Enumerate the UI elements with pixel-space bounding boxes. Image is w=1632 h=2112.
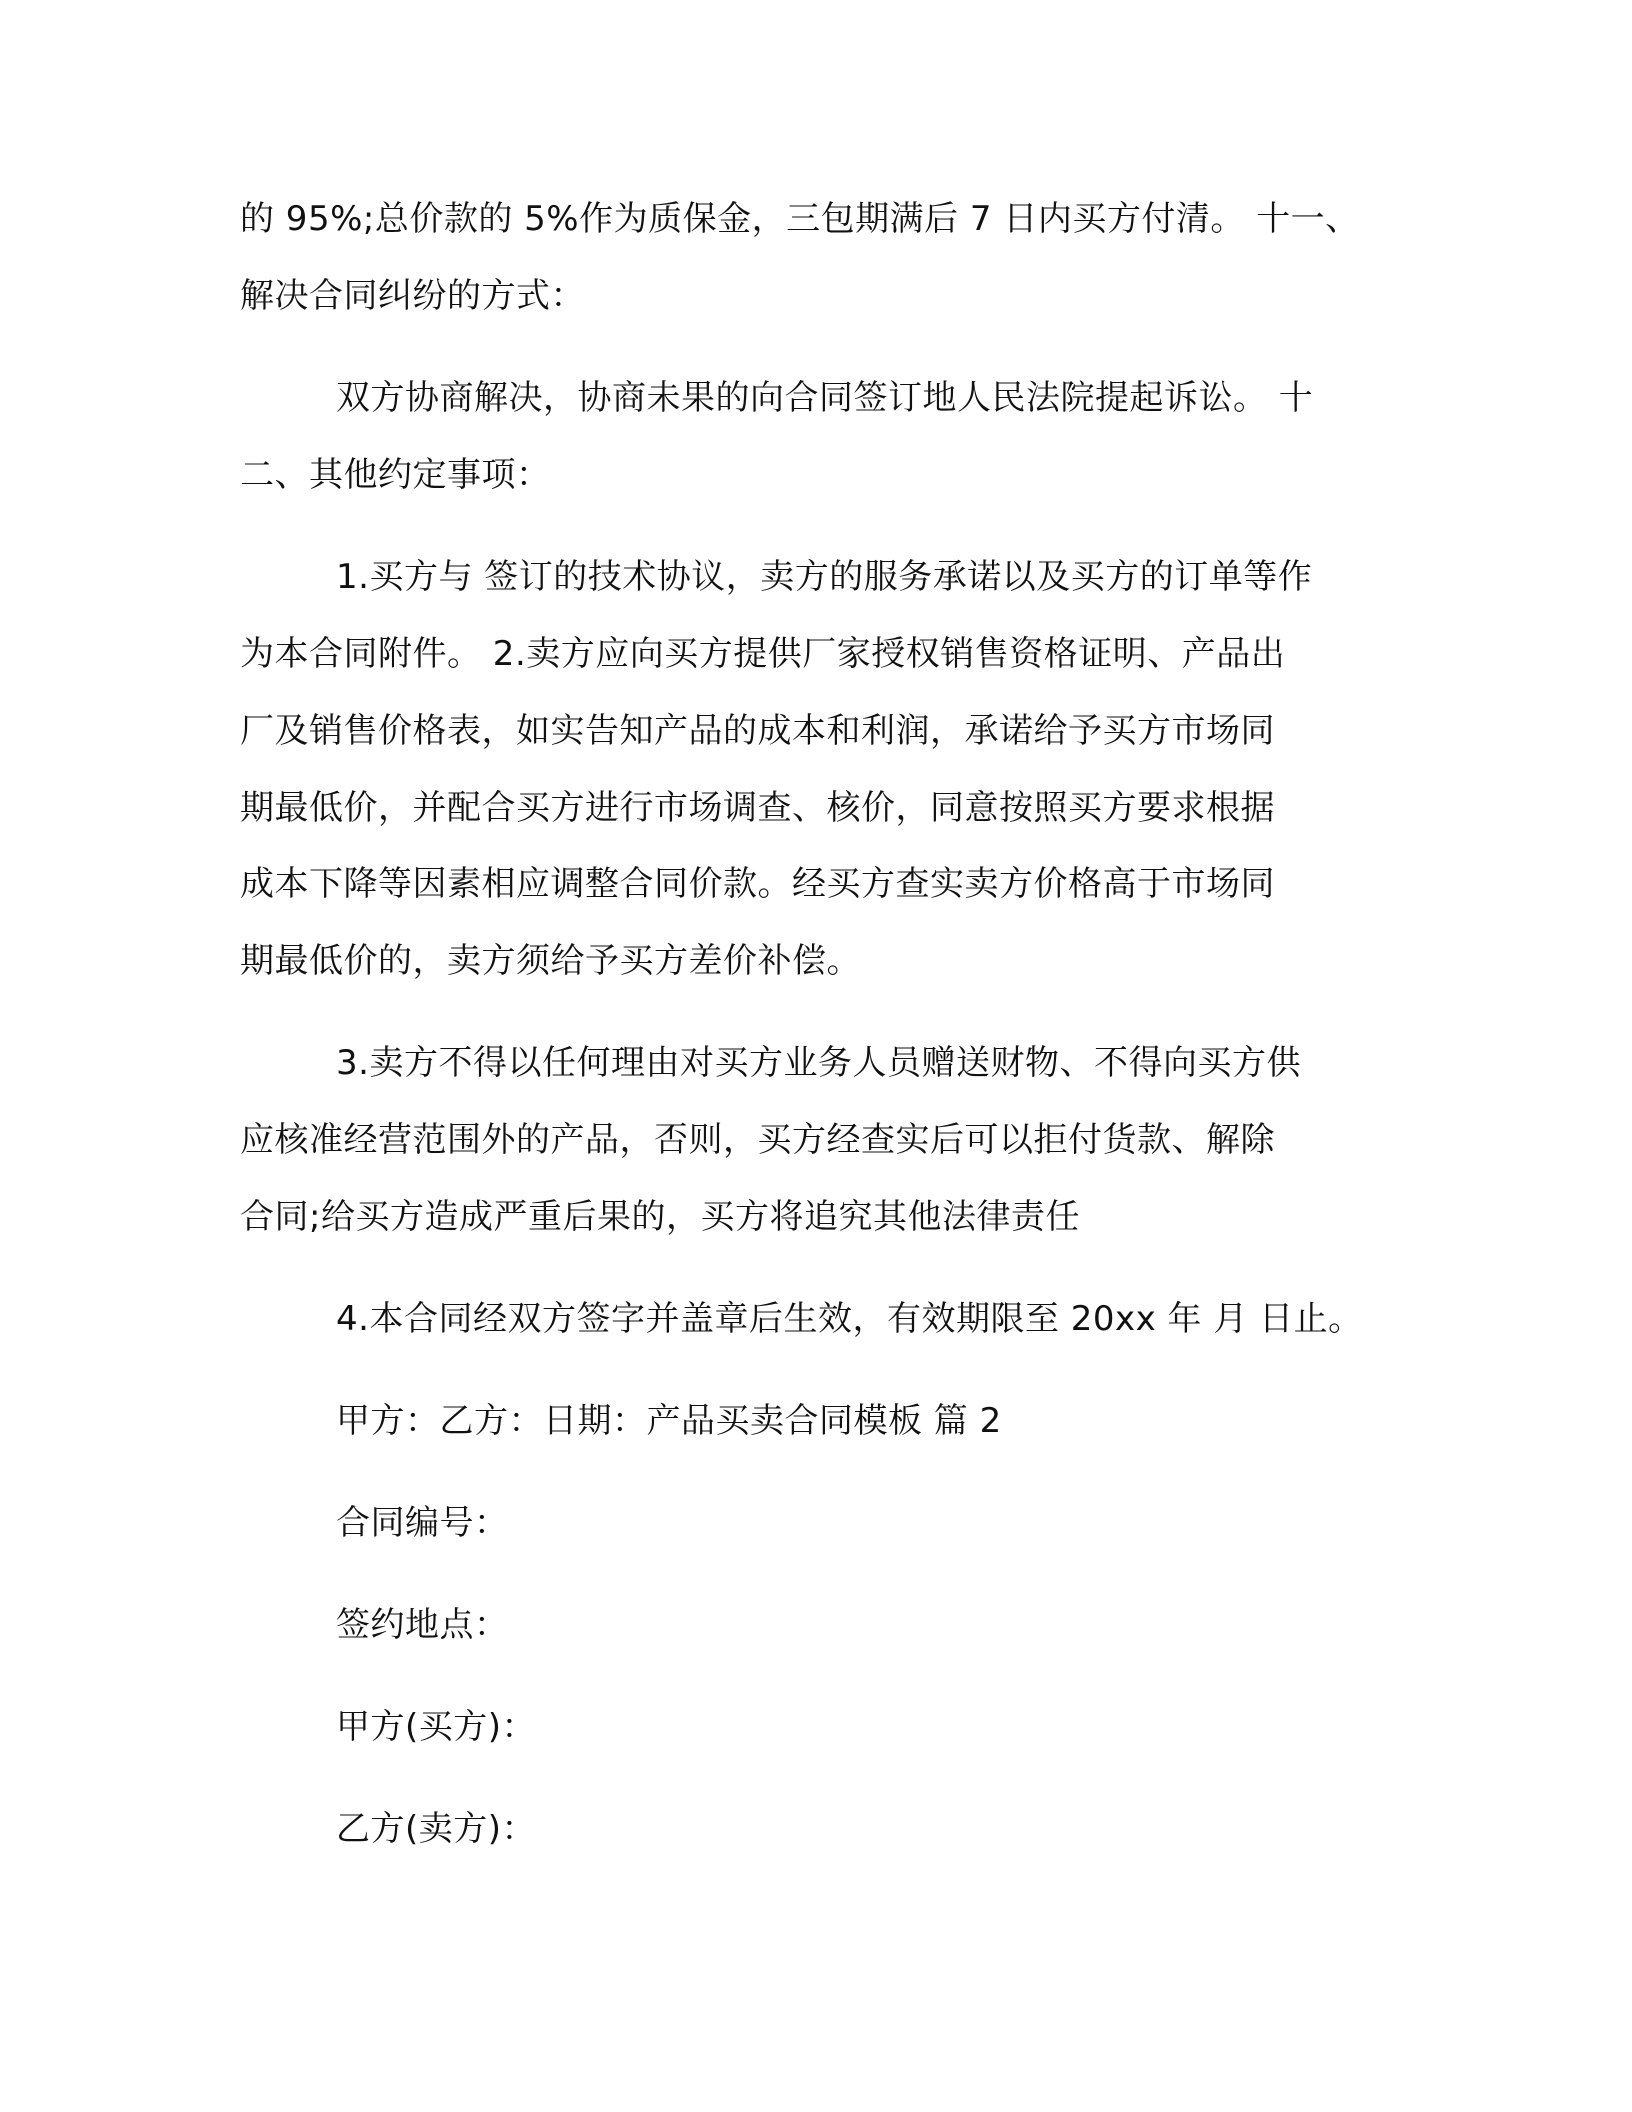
text-line-clause-3: 应核准经营范围外的产品，否则，买方经查实后可以拒付货款、解除: [240, 1120, 1275, 1160]
text-line-party-a-buyer: 甲方(买方)：: [336, 1707, 537, 1747]
text-line-signing-place: 签约地点：: [336, 1605, 509, 1645]
text-line-dispute-resolution: 双方协商解决，协商未果的向合同签订地人民法院提起诉讼。 十: [336, 378, 1314, 418]
text-line-clause-4: 4.本合同经双方签字并盖章后生效，有效期限至 20xx 年 月 日止。: [336, 1299, 1363, 1339]
text-line-clause-2: 期最低价，并配合买方进行市场调查、核价，同意按照买方要求根据: [240, 788, 1275, 828]
text-line-clause-3-end: 合同;给买方造成严重后果的，买方将追究其他法律责任: [240, 1197, 1080, 1237]
text-line-other-terms-heading: 二、其他约定事项：: [240, 455, 551, 495]
text-line-party-b-seller: 乙方(卖方)：: [336, 1809, 537, 1849]
text-line-dispute-heading: 解决合同纠纷的方式：: [240, 276, 585, 316]
text-line-contract-number: 合同编号：: [336, 1503, 509, 1543]
text-line-signatures-title: 甲方：乙方：日期：产品买卖合同模板 篇 2: [336, 1401, 1002, 1441]
text-line-clause-2: 厂及销售价格表，如实告知产品的成本和利润，承诺给予买方市场同: [240, 711, 1275, 751]
text-line-clause-1: 1.买方与 签订的技术协议，卖方的服务承诺以及买方的订单等作: [336, 557, 1313, 597]
text-line-clause-3: 3.卖方不得以任何理由对买方业务人员赠送财物、不得向买方供: [336, 1043, 1301, 1083]
text-line-payment-terms: 的 95%;总价款的 5%作为质保金，三包期满后 7 日内买方付清。 十一、: [240, 199, 1360, 239]
text-line-clause-2-end: 期最低价的，卖方须给予买方差价补偿。: [240, 941, 861, 981]
text-line-clause-2-start: 为本合同附件。 2.卖方应向买方提供厂家授权销售资格证明、产品出: [240, 634, 1286, 674]
text-line-clause-2: 成本下降等因素相应调整合同价款。经买方查实卖方价格高于市场同: [240, 864, 1275, 904]
